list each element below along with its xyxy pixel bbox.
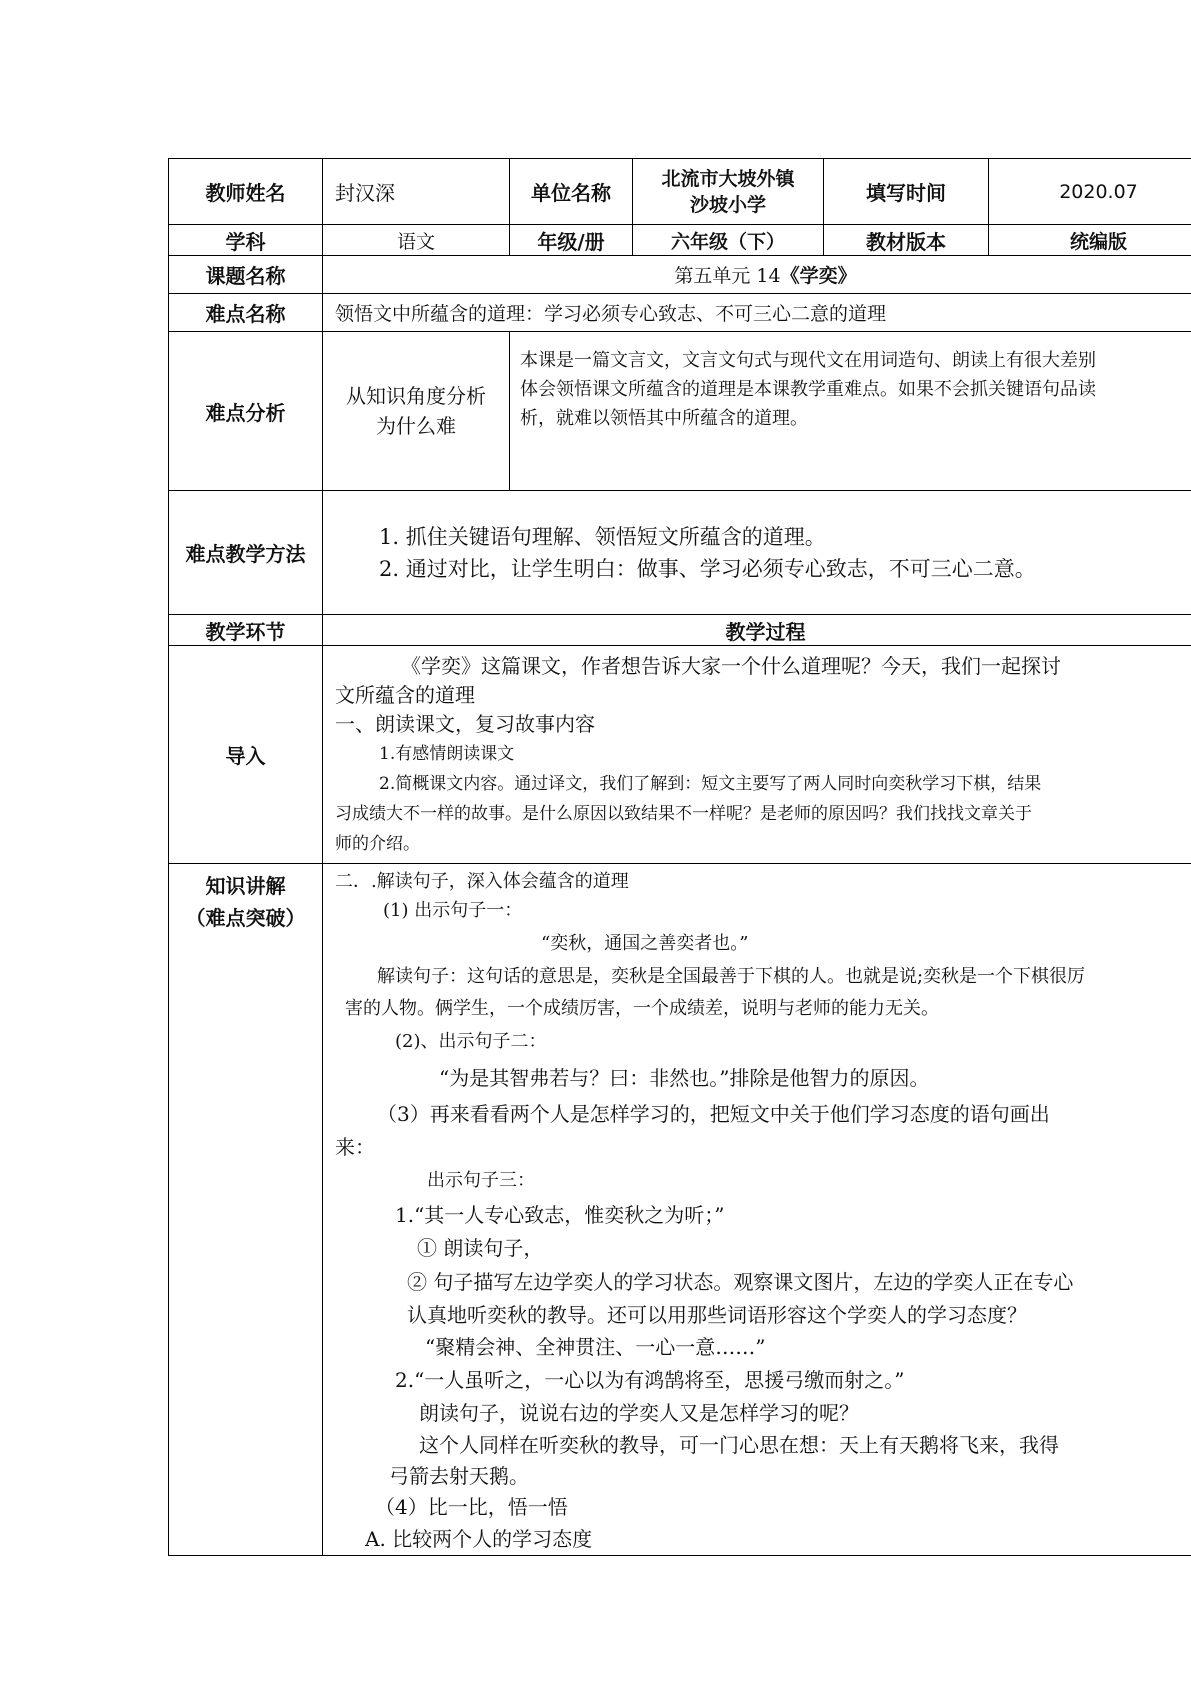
teacher-name-label: 教师姓名 <box>169 159 323 225</box>
intro-line: 习成绩大不一样的故事。是什么原因以致结果不一样呢？是老师的原因吗？我们找找文章关于 <box>335 804 1032 824</box>
analysis-sub-label <box>323 332 510 491</box>
knowledge-label <box>169 864 323 1556</box>
unit-name-value <box>633 159 824 225</box>
knowledge-line: （4）比一比，悟一悟 <box>375 1495 568 1519</box>
knowledge-line: (2)、出示句子二： <box>395 1031 547 1052</box>
intro-line: 师的介绍。 <box>335 834 420 854</box>
edition-label: 教材版本 <box>824 225 989 256</box>
difficulty-row <box>169 294 1191 332</box>
knowledge-line: 朗读句子，说说右边的学奕人又是怎样学习的呢？ <box>419 1401 859 1425</box>
intro-label: 导入 <box>169 646 323 864</box>
knowledge-line: 解读句子：这句话的意思是，奕秋是全国最善于下棋的人。也就是说;奕秋是一个下棋很厉 <box>377 966 1086 987</box>
knowledge-line: 出示句子三： <box>427 1170 535 1191</box>
intro-line: 2.简概课文内容。通过译文，我们了解到：短文主要写了两人同时向奕秋学习下棋，结果 <box>379 774 1042 794</box>
knowledge-label-line-2: （难点突破） <box>185 906 306 930</box>
knowledge-line: 二．.解读句子，深入体会蕴含的道理 <box>335 871 629 892</box>
knowledge-row <box>169 864 1191 1556</box>
method-text <box>323 491 1191 615</box>
topic-row <box>169 256 1191 294</box>
intro-row <box>169 646 1191 864</box>
knowledge-line: 2.“一人虽听之，一心以为有鸿鹄将至，思援弓缴而射之。” <box>395 1368 905 1392</box>
knowledge-line: ① 朗读句子， <box>417 1236 544 1260</box>
topic-unit-text: 第五单元 14 <box>674 265 781 287</box>
analysis-line: 析，就难以领悟其中所蕴含的道理。 <box>520 408 808 429</box>
fill-date-value: 2020.07 <box>989 159 1191 225</box>
knowledge-line: （3）再来看看两个人是怎样学习的，把短文中关于他们学习态度的语句画出 <box>377 1102 1050 1126</box>
intro-line: 《学奕》这篇课文，作者想告诉大家一个什么道理呢？今天，我们一起探讨 <box>401 654 1061 678</box>
difficulty-label: 难点名称 <box>169 294 323 332</box>
analysis-row <box>169 332 1191 491</box>
knowledge-line: (1) 出示句子一： <box>383 900 523 921</box>
knowledge-line: 弓箭去射天鹅。 <box>389 1464 529 1488</box>
method-row <box>169 491 1191 615</box>
knowledge-content <box>323 864 1191 1556</box>
method-item: 1. 抓住关键语句理解、领悟短文所蕴含的道理。 <box>379 524 826 549</box>
knowledge-line: 1.“其一人专心致志，惟奕秋之为听；” <box>395 1203 725 1227</box>
edition-value: 统编版 <box>989 225 1191 256</box>
process-header: 教学过程 <box>323 615 1191 646</box>
header-row-2 <box>169 225 1191 256</box>
method-label: 难点教学方法 <box>169 491 323 615</box>
stage-header: 教学环节 <box>169 615 323 646</box>
analysis-sub-label-line-2: 为什么难 <box>376 414 456 438</box>
analysis-text <box>510 332 1191 491</box>
subject-label: 学科 <box>169 225 323 256</box>
topic-title-text: 《学奕》 <box>780 265 857 287</box>
intro-content <box>323 646 1191 864</box>
fill-date-label: 填写时间 <box>824 159 989 225</box>
analysis-label: 难点分析 <box>169 332 323 491</box>
process-header-row <box>169 615 1191 646</box>
analysis-line: 体会领悟课文所蕴含的道理是本课教学重难点。如果不会抓关键语句品读 <box>520 379 1096 400</box>
knowledge-label-line-1: 知识讲解 <box>205 874 286 898</box>
analysis-line: 本课是一篇文言文，文言文句式与现代文在用词造句、朗读上有很大差别 <box>520 350 1096 371</box>
unit-name-label: 单位名称 <box>510 159 633 225</box>
knowledge-line: “为是其智弗若与？曰：非然也。”排除是他智力的原因。 <box>439 1066 930 1090</box>
knowledge-line: “奕秋，通国之善奕者也。” <box>541 933 749 954</box>
knowledge-line: ② 句子描写左边学奕人的学习状态。观察课文图片，左边的学奕人正在专心 <box>407 1270 1074 1294</box>
unit-name-line-1: 北流市大坡外镇 <box>661 167 795 190</box>
unit-name-line-2: 沙坡小学 <box>689 193 766 216</box>
analysis-sub-label-line-1: 从知识角度分析 <box>346 384 486 408</box>
intro-line: 一、朗读课文，复习故事内容 <box>335 712 595 736</box>
subject-value: 语文 <box>323 225 510 256</box>
grade-label: 年级/册 <box>510 225 633 256</box>
lesson-plan-table <box>168 158 1191 1556</box>
knowledge-line: A. 比较两个人的学习态度 <box>365 1527 593 1551</box>
knowledge-line: 这个人同样在听奕秋的教导，可一门心思在想：天上有天鹅将飞来，我得 <box>419 1433 1059 1457</box>
method-item: 2. 通过对比，让学生明白：做事、学习必须专心致志，不可三心二意。 <box>379 556 1036 581</box>
knowledge-line: 来： <box>335 1135 375 1159</box>
knowledge-line: “聚精会神、全神贯注、一心一意……” <box>425 1335 766 1359</box>
intro-line: 1.有感情朗读课文 <box>379 744 515 764</box>
intro-line: 文所蕴含的道理 <box>335 683 475 707</box>
grade-value: 六年级（下） <box>633 225 824 256</box>
header-row-1 <box>169 159 1191 225</box>
teacher-name-value: 封汉深 <box>323 159 510 225</box>
topic-value <box>323 256 1191 294</box>
knowledge-line: 害的人物。俩学生，一个成绩厉害，一个成绩差，说明与老师的能力无关。 <box>345 998 939 1019</box>
difficulty-value: 领悟文中所蕴含的道理：学习必须专心致志、不可三心二意的道理 <box>323 294 1191 332</box>
topic-label: 课题名称 <box>169 256 323 294</box>
knowledge-line: 认真地听奕秋的教导。还可以用那些词语形容这个学奕人的学习态度？ <box>407 1303 1027 1327</box>
